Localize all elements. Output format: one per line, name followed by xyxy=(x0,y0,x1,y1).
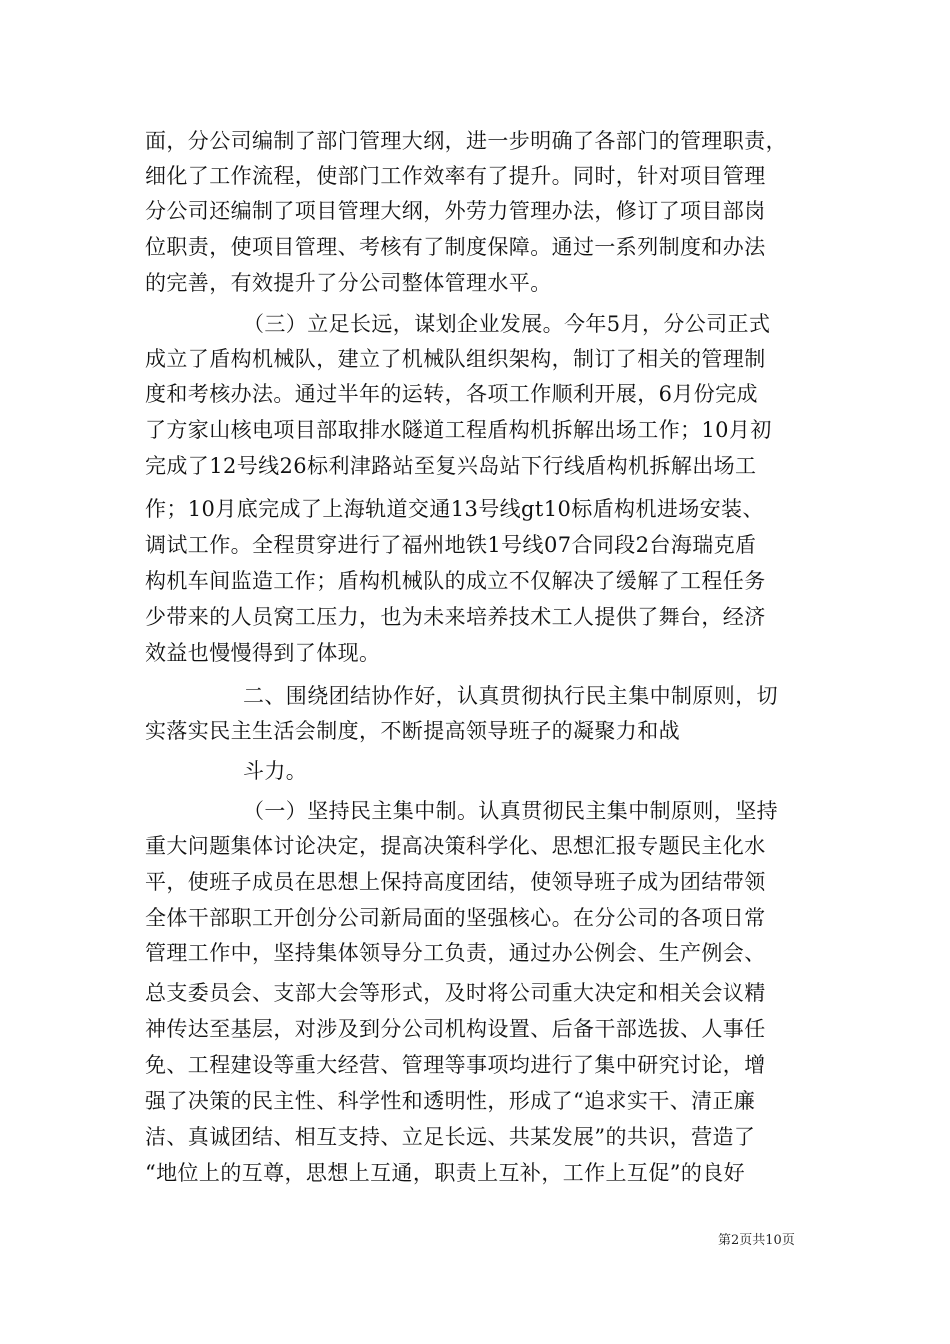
section-heading-3: （三）立足长远，谋划企业发展。今年5月，分公司正式 xyxy=(243,312,771,336)
text-line: 的完善，有效提升了分公司整体管理水平。 xyxy=(145,271,552,295)
text-line: 细化了工作流程，使部门工作效率有了提升。同时，针对项目管理 xyxy=(145,164,766,188)
text-line: 总支委员会、支部大会等形式，及时将公司重大决定和相关会议精 xyxy=(145,981,766,1005)
text-line: 分公司还编制了项目管理大纲，外劳力管理办法，修订了项目部岗 xyxy=(145,199,766,223)
text-line: “地位上的互尊，思想上互通，职责上互补，工作上互促”的良好 xyxy=(145,1161,746,1185)
text-line: 强了决策的民主性、科学性和透明性，形成了“追求实干、清正廉 xyxy=(145,1089,756,1113)
text-line: 度和考核办法。通过半年的运转，各项工作顺利开展，6月份完成 xyxy=(145,382,758,406)
text-line: 管理工作中，坚持集体领导分工负责，通过办公例会、生产例会、 xyxy=(145,941,766,965)
text-line: 了方家山核电项目部取排水隧道工程盾构机拆解出场工作；10月初 xyxy=(145,418,772,442)
text-line: 重大问题集体讨论决定，提高决策科学化、思想汇报专题民主化水 xyxy=(145,834,766,858)
text-line: 位职责，使项目管理、考核有了制度保障。通过一系列制度和办法 xyxy=(145,235,766,259)
page-number-footer: 第2页共10页 xyxy=(718,1233,795,1248)
section-heading-2: 二、围绕团结协作好，认真贯彻执行民主集中制原则，切 xyxy=(243,684,778,708)
text-line: 神传达至基层，对涉及到分公司机构设置、后备干部选拔、人事任 xyxy=(145,1017,766,1041)
text-line: 成立了盾构机械队，建立了机械队组织架构，制订了相关的管理制 xyxy=(145,347,766,371)
text-line: 效益也慢慢得到了体现。 xyxy=(145,641,381,665)
section-heading-2-end: 斗力。 xyxy=(243,759,308,783)
text-line: 构机车间监造工作；盾构机械队的成立不仅解决了缓解了工程任务 xyxy=(145,569,766,593)
text-line: 作；10月底完成了上海轨道交通13号线gt10标盾构机进场安装、 xyxy=(145,497,764,521)
text-line: 洁、真诚团结、相互支持、立足长远、共某发展”的共识，营造了 xyxy=(145,1125,756,1149)
text-line: 完成了12号线26标利津路站至复兴岛站下行线盾构机拆解出场工 xyxy=(145,454,757,478)
section-heading-2-cont: 实落实民主生活会制度，不断提高领导班子的凝聚力和战 xyxy=(145,719,680,743)
text-line: 平，使班子成员在思想上保持高度团结，使领导班子成为团结带领 xyxy=(145,870,766,894)
text-line: 面，分公司编制了部门管理大纲，进一步明确了各部门的管理职责， xyxy=(145,129,787,153)
text-line: 调试工作。全程贯穿进行了福州地铁1号线07合同段2台海瑞克盾 xyxy=(145,533,757,557)
text-line: 免、工程建设等重大经营、管理等事项均进行了集中研究讨论，增 xyxy=(145,1053,766,1077)
section-heading-1: （一）坚持民主集中制。认真贯彻民主集中制原则，坚持 xyxy=(243,799,778,823)
text-line: 少带来的人员窝工压力，也为未来培养技术工人提供了舞台，经济 xyxy=(145,605,766,629)
text-line: 全体干部职工开创分公司新局面的坚强核心。在分公司的各项日常 xyxy=(145,906,766,930)
